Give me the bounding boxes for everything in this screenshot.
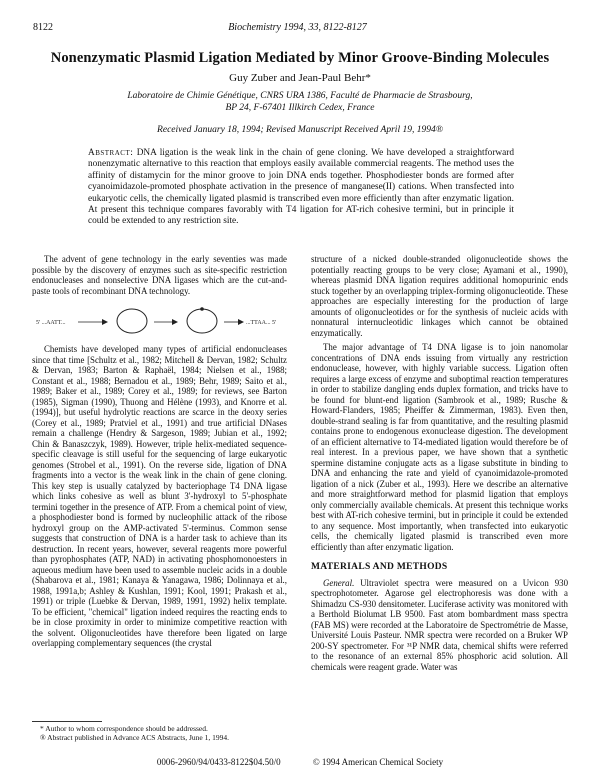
page-footer: [40, 757, 560, 767]
plasmid-circle-bound: [187, 309, 217, 333]
general-run-in-label: General.: [323, 577, 355, 588]
copyright: © 1994 American Chemical Society: [312, 757, 444, 767]
authors: Guy Zuber and Jean-Paul Behr*: [229, 72, 371, 84]
footnote-correspondence: * Author to whom correspondence should be addressed.: [40, 724, 208, 733]
general-paragraph: [311, 578, 568, 673]
received-dates: Received January 18, 1994; Revised Manuscript Received April 19, 1994®: [157, 125, 443, 135]
article-title: Nonenzymatic Plasmid Ligation Mediated by Minor Groove-Binding Molecules: [50, 50, 550, 66]
page-number: 8122: [33, 22, 53, 33]
scheme-arrowhead-mid: [172, 319, 178, 325]
section-heading-materials-methods: MATERIALS AND METHODS: [311, 562, 448, 572]
abstract-label: Abstract:: [88, 148, 134, 158]
affiliation: [60, 90, 540, 114]
plasmid-circle-open: [117, 309, 147, 333]
right-paragraph-1: structure of a nicked double-stranded oligonucleotide shows the potentially reacting groups to be very close; Ayamani et al., 1990), whereas plasmid DNA ligation requires additional homopurinic ends stuck together by an overlapping triplex-forming oligonucleotide. These approaches are especially interesting for the production of large amounts of oligonucleotides or for the synthesis of nucleic acids with nonnatural internucleotidic linkages which cannot be obtained enzymatically.: [311, 254, 568, 338]
scheme-right-label: ...TTAA... 5': [246, 320, 277, 326]
ligand-dot: [200, 307, 204, 311]
plasmid-ligation-scheme: [32, 304, 287, 338]
right-paragraph-2: The major advantage of T4 DNA ligase is to join nanomolar concentrations of DNA ends issuing from virtually any restriction endonuclease, however, with highly variable success. Ligation often requires a large excess of enzyme and suboptimal reaction temperatures in order to stabilize dangling ends duplex formation, and tricks have to be found for blunt-end ligation (Sambrook et al., 1989; Rusche & Howard-Flanders, 1985; Pheiffer & Zimmerman, 1983). Even then, double-strand sealing is far from quantitative, and the resulting plasmid contains prone to endogenous exonuclease digestion. The development of an efficient alternative to T4-mediated ligation would therefore be of real interest. In a previous paper, we have shown that a synthetic spermine distamine conjugate acts as a ligase substitute in binding to DNA and enhancing the rate and yield of cyanoimidazole-promoted ligation of a nick (Zuber et al., 1993). Here we describe an alternative and more straightforward method for plasmid ligation that employs only commercially available chemicals. At present this technique works best with AT-rich cohesive termini, but in principle it could be extended to any sequence. Most importantly, when transfected into eukaryotic cells, the chemically ligated plasmid is transcribed even more efficiently than after enzymatic ligation.: [311, 342, 568, 552]
intro-paragraph-2: Chemists have developed many types of artificial endonucleases since that time [Schultz et al., 1982; Mitchell & Dervan, 1982; Schultz & Dervan, 1983; Barton & Raphaël, 1984; Nielsen et al., 1988; Constant et al., 1988; Bernadou et al., 1989; Behr, 1989; Saito et al., 1989; Baker et al., 1989; Corey et al., 1989; for reviews, see Barton (1985), Sigman (1990), Thuong and Hélène (1993), and Knorre et al. (1994)], but useful hydrolytic reactions are scarce in the deoxy series (Corey et al., 1989; Pratviel et al., 1991) and true artificial DNases remain a challenge (Hendry & Sargeson, 1989; Jubian et al., 1992; Chin & Banaszczyk, 1989). However, triple helix-mediated sequence-specific cleavage is still useful for the sequencing of large eukaryotic genomes (Strobel et al., 1991). On the reverse side, ligation of DNA fragments into a vector is the weak link in the chain of gene cloning. This key step is usually catalyzed by bacteriophage T4 DNA ligase which links cohesive as well as blunt 3'-hydroxyl to 5'-phosphate termini together in the presence of ATP. From a chemical point of view, a phosphodiester bond is formed by nucleophilic attack of the ribose hydroxyl group on the AMP-activated 5'-terminus. Common sense suggests that construction of DNA is a harder task to achieve than its destruction. In recent years, however, several reagents more powerful than pyrophosphates (ATP, NAD) in activating phosphomonoesters in aqueous medium have been used to assemble nucleic acids in a double (Shabarova et al., 1981; Kanaya & Yanagawa, 1986; Dolinnaya et al., 1988, 1991a,b; Ashley & Kushlan, 1991; Kool, 1991; Prakash et al., 1991) or triple (Luebke & Dervan, 1989, 1991, 1992) helix template. To be efficient, "chemical" ligation indeed requires the reacting ends to be in close proximity in order to minimize competitive reaction with the solvent. Oligonucleotides have therefore been ligated on large overlapping complementary sequences (the crystal: [32, 344, 287, 648]
scheme-arrowhead-left: [102, 319, 108, 325]
affiliation-line-2: BP 24, F-67401 Illkirch Cedex, France: [225, 103, 375, 113]
right-column: [311, 254, 568, 672]
footnotes: [32, 724, 292, 742]
footnote-abstract-published: ® Abstract published in Advance ACS Abstracts, June 1, 1994.: [40, 733, 230, 742]
footnote-rule: [32, 721, 102, 722]
abstract-text: DNA ligation is the weak link in the chain of gene cloning. We have developed a straightforward nonenzymatic alternative to this reaction that employs easily available commercial reagents. The method uses the affinity of distamycin for the minor groove to join DNA ends together. Phosphodiester bonds are formed after cyanoimidazole-promoted phosphate activation in the presence of manganese(II) cations. When transfected into eukaryotic cells, the chemically ligated plasmid is transcribed even more efficiently than after enzymatic ligation. At present this technique compares favorably with T4 ligation for AT-rich cohesive termini, but in principle it could be extended to any restriction site.: [88, 148, 514, 227]
issn-code: 0006-2960/94/0433-8122$04.50/0: [156, 757, 281, 767]
intro-paragraph-1: The advent of gene technology in the early seventies was made possible by the discovery of enzymes such as site-specific restriction endonucleases and nonselective DNA ligases which are the cut-and-paste tools of recombinant DNA technology.: [32, 254, 287, 296]
scheme-arrowhead-right: [238, 319, 244, 325]
abstract: [88, 148, 514, 228]
affiliation-line-1: Laboratoire de Chimie Génétique, CNRS URA 1386, Faculté de Pharmacie de Strasbourg,: [127, 91, 473, 101]
scheme-left-label: 5' ...AATT...: [36, 320, 66, 326]
general-text: Ultraviolet spectra were measured on a Uvicon 930 spectrophotometer. Agarose gel electrophoresis was done with a Shimadzu CS-930 densitometer. Luciferase activity was monitored with a Berthold Biolumat LB 9500. Fast atom bombardment mass spectra (FAB MS) were recorded at the Laboratoire de Spectrométrie de Masse, Université Louis Pasteur. NMR spectra were recorded on a Bruker WP 200-SY spectrometer. For ³¹P NMR data, chemical shifts were referred to the resonance of an external 85% phosphoric acid solution. All chemicals were reagent grade. Water was: [311, 577, 569, 672]
running-header: [33, 22, 562, 36]
journal-citation: Biochemistry 1994, 33, 8122-8127: [228, 22, 367, 33]
